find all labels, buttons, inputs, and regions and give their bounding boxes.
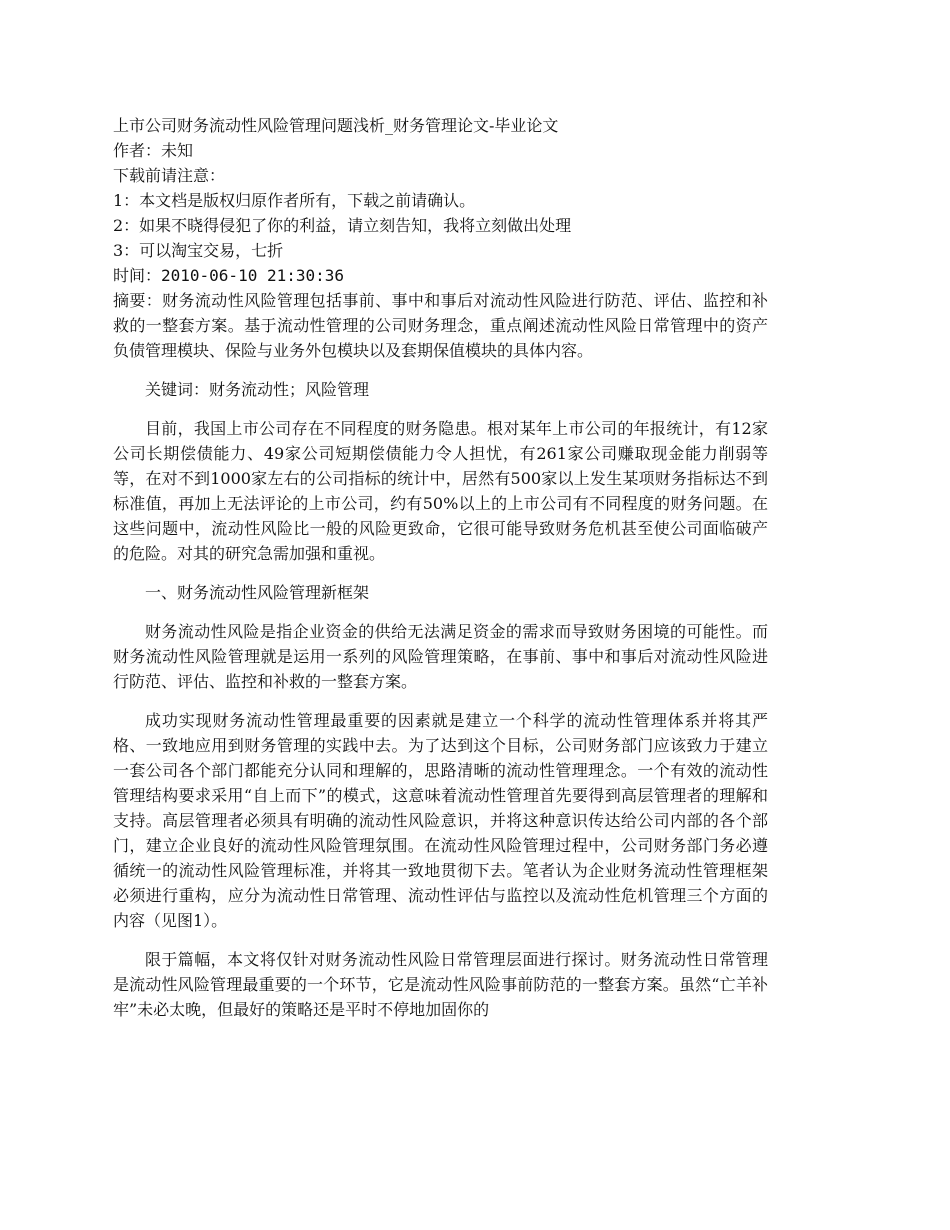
- body-paragraph: 限于篇幅，本文将仅针对财务流动性风险日常管理层面进行探讨。财务流动性日常管理是流动性风险管理最重要的一个环节，它是流动性风险事前防范的一整套方案。虽然“亡羊补牢”未必太晚，但最好的策略还是平时不停地加固你的: [113, 950, 768, 1019]
- keywords-paragraph: 关键词：财务流动性；风险管理: [145, 380, 370, 399]
- author-line: 作者：未知: [113, 141, 194, 160]
- document-page: [113, 113, 768, 1022]
- section-heading: 一、财务流动性风险管理新框架: [145, 583, 370, 602]
- abstract-paragraph: 摘要：财务流动性风险管理包括事前、事中和事后对流动性风险进行防范、评估、监控和补救的一整套方案。基于流动性管理的公司财务理念，重点阐述流动性风险日常管理中的资产负债管理模块、保险与业务外包模块以及套期保值模块的具体内容。: [113, 291, 768, 360]
- notice-item: 1：本文档是版权归原作者所有，下载之前请确认。: [113, 191, 476, 210]
- body-paragraph: 财务流动性风险是指企业资金的供给无法满足资金的需求而导致财务困境的可能性。而财务流动性风险管理就是运用一系列的风险管理策略，在事前、事中和事后对流动性风险进行防范、评估、监控和补救的一整套方案。: [113, 622, 768, 691]
- body-paragraph: 目前，我国上市公司存在不同程度的财务隐患。根对某年上市公司的年报统计，有12家公司长期偿债能力、49家公司短期偿债能力令人担忧，有261家公司赚取现金能力削弱等等，在对不到1000家左右的公司指标的统计中，居然有500家以上发生某项财务指标达不到标准值，再加上无法评论的上市公司，约有50%以上的上市公司有不同程度的财务问题。在这些问题中，流动性风险比一般的风险更致命，它很可能导致财务危机甚至使公司面临破产的危险。对其的研究急需加强和重视。: [113, 419, 768, 563]
- document-title: 上市公司财务流动性风险管理问题浅析_财务管理论文-毕业论文: [113, 116, 559, 135]
- timestamp-line: 时间：2010-06-10 21:30:36: [113, 266, 345, 285]
- notice-heading: 下载前请注意：: [113, 166, 226, 185]
- notice-item: 3：可以淘宝交易，七折: [113, 241, 284, 260]
- body-paragraph: 成功实现财务流动性管理最重要的因素就是建立一个科学的流动性管理体系并将其严格、一致地应用到财务管理的实践中去。为了达到这个目标，公司财务部门应该致力于建立一套公司各个部门都能充分认同和理解的，思路清晰的流动性管理理念。一个有效的流动性管理结构要求采用“自上而下”的模式，这意味着流动性管理首先要得到高层管理者的理解和支持。高层管理者必须具有明确的流动性风险意识，并将这种意识传达给公司内部的各个部门，建立企业良好的流动性风险管理氛围。在流动性风险管理过程中，公司财务部门务必遵循统一的流动性风险管理标准，并将其一致地贯彻下去。笔者认为企业财务流动性管理框架必须进行重构，应分为流动性日常管理、流动性评估与监控以及流动性危机管理三个方面的内容（见图1）。: [113, 711, 768, 930]
- notice-item: 2：如果不晓得侵犯了你的利益，请立刻告知，我将立刻做出处理: [113, 216, 572, 235]
